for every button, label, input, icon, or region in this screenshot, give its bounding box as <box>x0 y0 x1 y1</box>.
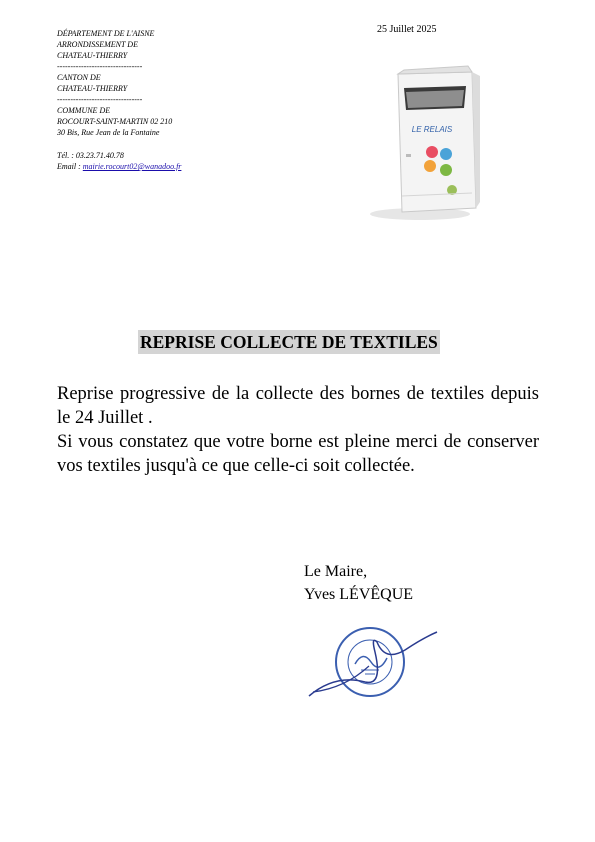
letter-date: 25 Juillet 2025 <box>377 24 437 35</box>
mairie-letterhead <box>57 28 267 172</box>
arrondissement-line-1: ARRONDISSEMENT DE <box>57 40 138 49</box>
arrondissement-line-2: CHATEAU-THIERRY <box>57 51 128 60</box>
separator: -------------------------------- <box>57 95 143 104</box>
signature-block <box>304 560 413 606</box>
email-label: Email : <box>57 162 83 171</box>
mairie-stamp-with-signature <box>305 622 445 702</box>
notice-body <box>57 382 539 478</box>
email-link[interactable]: mairie.rocourt02@wanadoo.fr <box>82 162 182 171</box>
notice-title: REPRISE COLLECTE DE TEXTILES <box>140 332 438 352</box>
department-line: DÉPARTEMENT DE L'AISNE <box>57 29 155 38</box>
phone-line: Tél. : 03.23.71.40.78 <box>57 151 124 160</box>
body-paragraph: Si vous constatez que votre borne est pleine merci de conserver vos textiles jusqu'à ce que celle-ci soit collectée. <box>57 432 539 476</box>
textile-collection-bin-photo <box>352 62 480 222</box>
body-paragraph: Reprise progressive de la collecte des bornes de textiles depuis le 24 Juillet . <box>57 384 539 428</box>
separator: -------------------------------- <box>57 62 143 71</box>
canton-line-2: CHATEAU-THIERRY <box>57 84 128 93</box>
commune-line-1: COMMUNE DE <box>57 106 111 115</box>
mayor-title: Le Maire, <box>304 563 368 580</box>
canton-line-1: CANTON DE <box>57 73 101 82</box>
address-line: 30 Bis, Rue Jean de la Fontaine <box>57 128 160 137</box>
mayor-name: Yves LÉVÊQUE <box>304 586 414 603</box>
bin-brand-label: LE RELAIS <box>411 125 453 134</box>
commune-line-2: ROCOURT-SAINT-MARTIN 02 210 <box>57 117 173 126</box>
email-line <box>57 161 267 172</box>
